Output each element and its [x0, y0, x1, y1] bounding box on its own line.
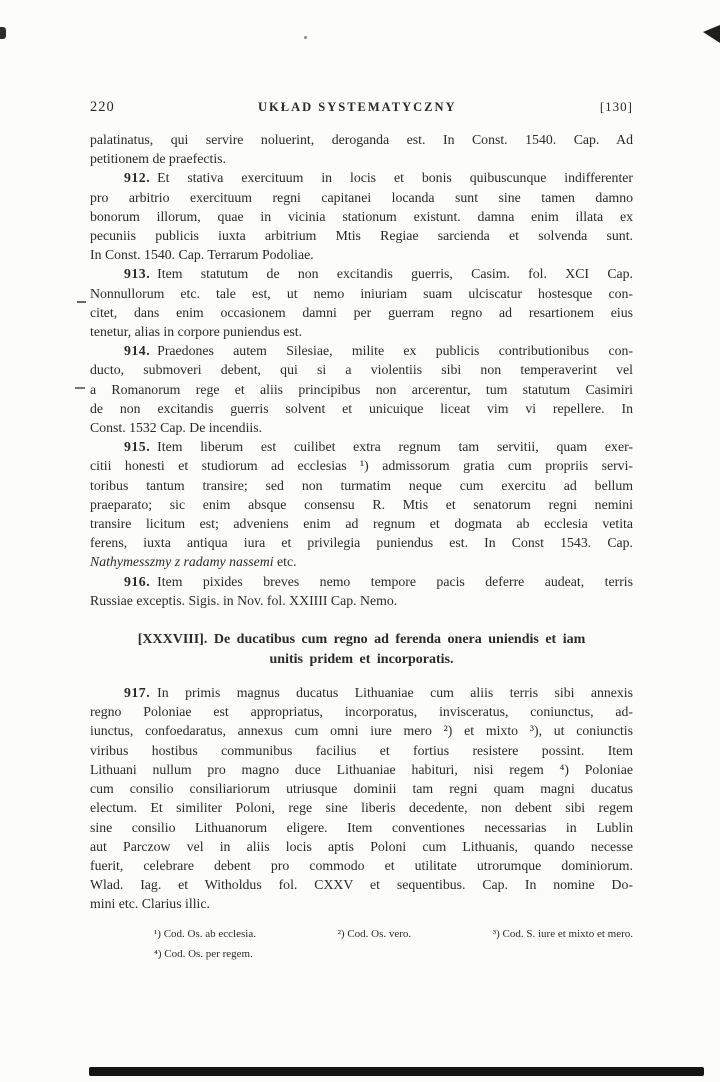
text-line: 914. Praedones autem Silesiae, milite ex publicis contributionibus con- [124, 343, 633, 359]
text-line: citii honesti et studiorum ad ecclesias ¹) admissorum gratia cum propriis servi- [90, 458, 633, 474]
text-line: petitionem de praefectis. [90, 151, 226, 167]
text-line: cum consilio consiliariorum utriusque dominii tam regni quam magni ducatus [90, 781, 633, 797]
paragraph [90, 264, 633, 341]
text-line: Nonnullorum etc. tale est, ut nemo iniuriam suam ulciscatur hostesque con- [90, 285, 633, 301]
text-line: ferens, iuxta antiqua iura et privilegia puniendus est. In Const 1543. Cap. [90, 535, 633, 551]
heading-line: unitis pridem et incorporatis. [269, 652, 454, 668]
running-head [90, 99, 633, 116]
paragraph [90, 572, 633, 610]
text-line: palatinatus, qui servire noluerint, deroganda est. In Const. 1540. Cap. Ad [90, 132, 633, 147]
text-line: transire licitum est; adveniens enim ad regnum et dogmata ab ecclesia vetita [90, 516, 633, 532]
footnote: ²) Cod. Os. vero. [337, 928, 412, 940]
paragraph [90, 437, 633, 571]
text-line: Lithuani nullum pro magno duce Lithuaniae habituri, nisi regem ⁴) Poloniae [90, 761, 633, 777]
scan-artifact-speck [304, 36, 307, 39]
text-line: bonorum illorum, quae in vicinia stationum existunt. damna enim illata ex [90, 208, 633, 224]
paragraph-number: 914. [124, 343, 151, 359]
section-heading [90, 630, 633, 670]
scan-artifact-margin-dash [75, 387, 85, 389]
text-column [90, 130, 633, 914]
footnote: ¹) Cod. Os. ab ecclesia. [154, 928, 256, 940]
text-line: regno Poloniae est appropriatus, incorporatus, invisceratus, coniunctus, ad- [90, 704, 633, 720]
text-line: aut Parczow vel in aliis locis aptis Poloni cum Lithuanis, quando necesse [90, 838, 633, 854]
footnote-row [90, 925, 633, 945]
paragraph-number: 916. [124, 573, 151, 589]
italic-phrase: Nathymesszmy z radamy nassemi [90, 554, 274, 570]
paragraph-number: 912. [124, 170, 151, 186]
text-line: iunctus, confoedaratus, annexus cum omni iure mero ²) et mixto ³), ut coniunctis [90, 723, 633, 739]
paragraph [90, 341, 633, 437]
text-line: ducto, submoveri debent, qui si a violentiis sibi non temperaverint vel [90, 362, 633, 378]
text-line: fuerit, celebrare debent pro commodo et utilitate utrorumque dominiorum. [90, 857, 633, 873]
text-line: Russiae exceptis. Sigis. in Nov. fol. XXIIII Cap. Nemo. [90, 592, 398, 608]
text-line: sine consilio Lithuanorum eligere. Item conventiones necessarias in Lublin [90, 819, 633, 835]
text-line: tenetur, alias in corpore puniendus est. [90, 324, 303, 340]
text-line: viribus hostibus communibus facilius et fortius resistere possint. Item [90, 742, 633, 758]
text-line: de non excitandis guerris solvent et unicuique liceat vim vi repellere. In [90, 400, 633, 416]
text-line: In Const. 1540. Cap. Terrarum Podoliae. [90, 247, 314, 263]
footnotes [90, 925, 633, 964]
text-line: toribus tantum transire; sed non turmatim neque cum exercitu ad bellum [90, 477, 633, 493]
paragraph-number: 917. [124, 685, 151, 701]
text-line: 913. Item statutum de non excitandis guerris, Casim. fol. XCI Cap. [124, 266, 633, 282]
text-line: 917. In primis magnus ducatus Lithuaniae cum aliis terris sibi annexis [124, 685, 633, 701]
paragraph [90, 683, 633, 913]
running-title: UKŁAD SYSTEMATYCZNY [258, 100, 457, 114]
text-line: a Romanorum rege et aliis principibus non arcerentur, tum statutum Casimiri [90, 381, 633, 397]
text-line: Nathymesszmy z radamy nassemi etc. [90, 554, 297, 570]
text-line: electum. Et similiter Poloni, rege sine liberis decedente, non debent sibi regem [90, 800, 633, 816]
paragraph-number: 915. [124, 439, 151, 455]
scan-artifact-left-edge-mark [0, 27, 6, 39]
text-line: citet, dans enim occasionem damni per guerram regno ad resartionem eius [90, 304, 633, 320]
scan-artifact-margin-dash [77, 301, 86, 303]
text-line: 915. Item liberum est cuilibet extra regnum tam servitii, quam exer- [124, 439, 633, 455]
text-line: mini etc. Clarius illic. [90, 896, 210, 912]
heading-line: [XXXVIII]. De ducatibus cum regno ad ferenda onera uniendis et iam [137, 632, 586, 648]
footnote: ⁴) Cod. Os. per regem. [154, 947, 253, 960]
text-line: Wlad. Iag. et Witholdus fol. CXXV et sequentibus. Cap. In nomine Do- [90, 877, 633, 893]
footnote: ³) Cod. S. iure et mixto et mero. [492, 928, 633, 940]
text-line: pro arbitrio exercituum regni capitanei locanda sunt sine tamen damno [90, 189, 633, 205]
text-line: 912. Et stativa exercituum in locis et bonis quibuscunque indifferenter [124, 170, 633, 186]
scan-artifact-corner-wedge [703, 25, 720, 43]
text-line: Const. 1532 Cap. De incendiis. [90, 420, 263, 436]
text-line: praeparato; sic enim absque consensu R. Mtis et senatorum regni nemini [90, 496, 633, 512]
paragraph-number: 913. [124, 266, 151, 282]
paragraph [90, 130, 633, 168]
text-line: 916. Item pixides breves nemo tempore pacis deferre audeat, terris [124, 573, 633, 589]
page-number: 220 [90, 99, 115, 115]
scan-artifact-bottom-bar [89, 1067, 704, 1076]
folio-number: [130] [599, 99, 633, 114]
text-line: pecuniis publicis iuxta arbitrium Mtis Regiae sarcienda et solvenda sunt. [90, 228, 633, 244]
paragraph [90, 168, 633, 264]
